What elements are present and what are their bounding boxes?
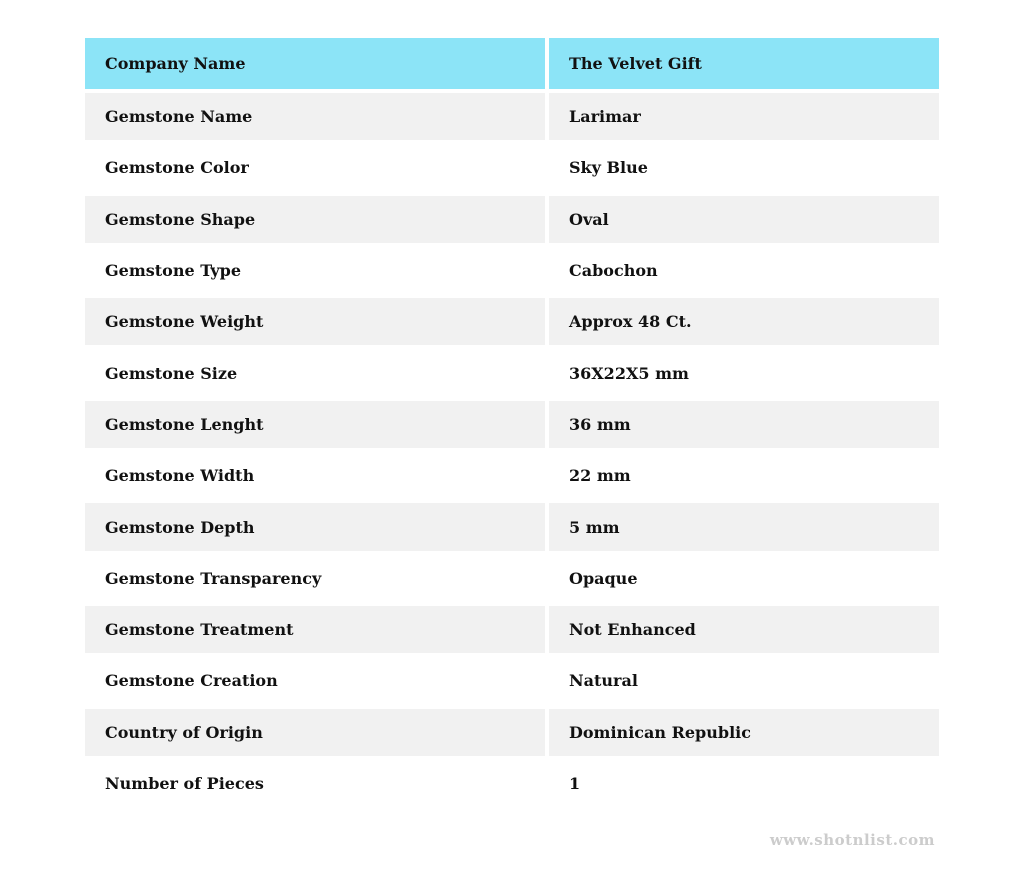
table-row	[85, 196, 939, 243]
row-label: Country of Origin	[85, 709, 545, 756]
row-label: Gemstone Creation	[85, 657, 545, 704]
row-value: 5 mm	[549, 503, 939, 550]
row-value: Not Enhanced	[549, 606, 939, 653]
row-label: Gemstone Name	[85, 93, 545, 140]
row-label: Gemstone Treatment	[85, 606, 545, 653]
row-value: Opaque	[549, 555, 939, 602]
header-value-company-name: The Velvet Gift	[549, 38, 939, 89]
website-watermark: www.shotnlist.com	[769, 831, 935, 849]
row-value: 36 mm	[549, 401, 939, 448]
gemstone-spec-table	[85, 38, 939, 807]
row-label: Number of Pieces	[85, 760, 545, 807]
table-row	[85, 503, 939, 550]
row-value: Natural	[549, 657, 939, 704]
table-row	[85, 247, 939, 294]
row-label: Gemstone Depth	[85, 503, 545, 550]
row-value: 1	[549, 760, 939, 807]
table-row	[85, 709, 939, 756]
row-value: Sky Blue	[549, 144, 939, 191]
table-row	[85, 452, 939, 499]
table-row	[85, 760, 939, 807]
row-label: Gemstone Width	[85, 452, 545, 499]
table-row	[85, 144, 939, 191]
table-row	[85, 401, 939, 448]
row-label: Gemstone Color	[85, 144, 545, 191]
row-label: Gemstone Weight	[85, 298, 545, 345]
table-row	[85, 298, 939, 345]
header-label-company-name: Company Name	[85, 38, 545, 89]
table-row	[85, 349, 939, 396]
row-value: 22 mm	[549, 452, 939, 499]
row-value: Oval	[549, 196, 939, 243]
row-value: Approx 48 Ct.	[549, 298, 939, 345]
table-row	[85, 606, 939, 653]
row-label: Gemstone Lenght	[85, 401, 545, 448]
table-row	[85, 657, 939, 704]
row-value: Dominican Republic	[549, 709, 939, 756]
table-row	[85, 93, 939, 140]
table-header-row	[85, 38, 939, 89]
row-label: Gemstone Transparency	[85, 555, 545, 602]
table-row	[85, 555, 939, 602]
row-label: Gemstone Shape	[85, 196, 545, 243]
row-label: Gemstone Size	[85, 349, 545, 396]
row-value: Cabochon	[549, 247, 939, 294]
row-label: Gemstone Type	[85, 247, 545, 294]
row-value: Larimar	[549, 93, 939, 140]
row-value: 36X22X5 mm	[549, 349, 939, 396]
